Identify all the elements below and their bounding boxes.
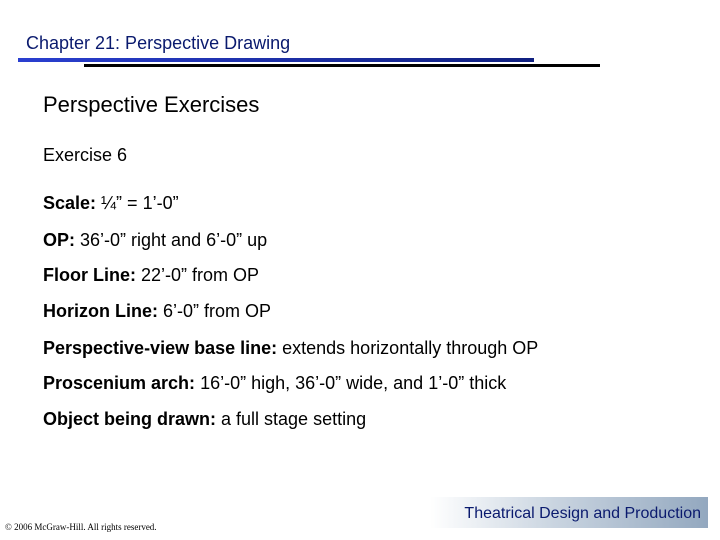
chapter-title: Chapter 21: Perspective Drawing	[26, 33, 291, 53]
spec-label: Horizon Line:	[43, 301, 158, 321]
spec-floor-line	[43, 265, 259, 286]
slide-heading: Perspective Exercises	[43, 92, 260, 117]
spec-scale	[43, 193, 179, 214]
spec-value: 36’-0” right and 6’-0” up	[75, 230, 268, 250]
spec-label: Perspective-view base line:	[43, 338, 278, 358]
spec-value: ¼” = 1’-0”	[96, 193, 179, 213]
spec-horizon-line	[43, 301, 271, 322]
exercise-subheading: Exercise 6	[43, 145, 128, 165]
spec-value: 6’-0” from OP	[158, 301, 272, 321]
spec-value: 22’-0” from OP	[136, 265, 260, 285]
header-rule-blue	[18, 58, 534, 62]
spec-base-line	[43, 338, 538, 359]
spec-label: OP:	[43, 230, 76, 250]
footer-book-title: Theatrical Design and Production	[464, 505, 701, 522]
spec-value: 16’-0” high, 36’-0” wide, and 1’-0” thick	[195, 373, 507, 393]
spec-label: Object being drawn:	[43, 409, 217, 429]
spec-label: Proscenium arch:	[43, 373, 196, 393]
spec-proscenium-arch	[43, 373, 506, 394]
spec-value: a full stage setting	[216, 409, 367, 429]
spec-label: Scale:	[43, 193, 97, 213]
copyright-notice: © 2006 McGraw-Hill. All rights reserved.	[5, 522, 157, 532]
header-rule-black	[84, 64, 600, 67]
spec-op	[43, 230, 267, 251]
spec-value: extends horizontally through OP	[277, 338, 539, 358]
spec-label: Floor Line:	[43, 265, 136, 285]
spec-object-drawn	[43, 409, 366, 430]
